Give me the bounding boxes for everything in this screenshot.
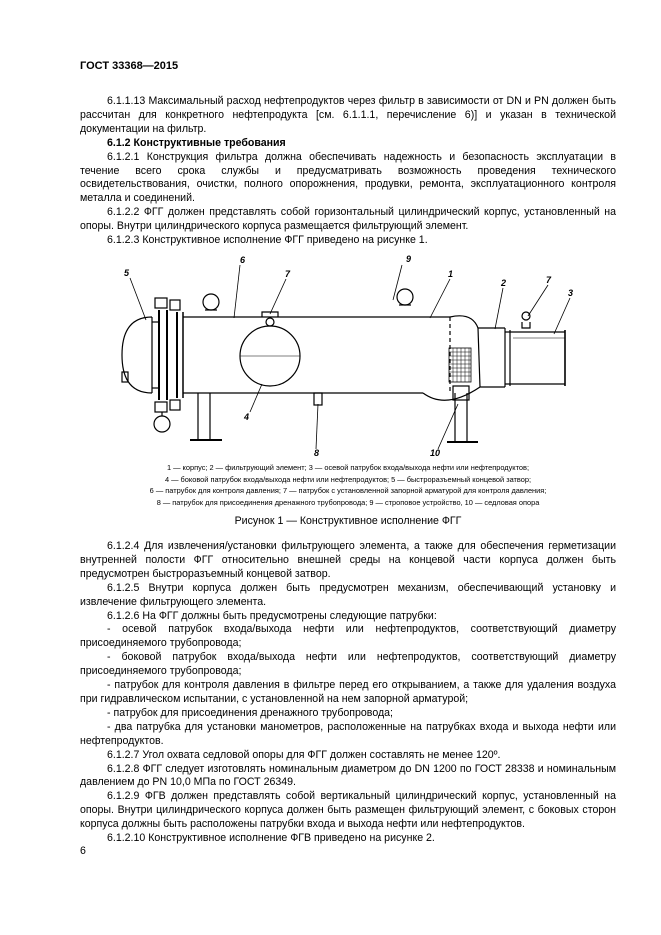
callout-5: 5 — [124, 268, 130, 278]
figure-legend — [80, 462, 616, 508]
figure-caption: Рисунок 1 — Конструктивное исполнение ФГГ — [234, 515, 462, 527]
legend-line: 8 — патрубок для присоединения дренажного трубопровода; 9 — строповое устройство, 10 — седловая опора — [156, 497, 540, 507]
callout-1: 1 — [448, 269, 454, 279]
paragraph: 6.1.2.10 Конструктивное исполнение ФГВ приведено на рисунке 2. — [107, 832, 435, 845]
document-header: ГОСТ 33368—2015 — [80, 60, 179, 72]
text-block-top — [80, 95, 616, 248]
legend-line: 4 — боковой патрубок входа/выхода нефти или нефтепродуктов; 5 — быстроразъемный концевой затвор; — [164, 474, 532, 484]
text-block-bottom — [80, 540, 616, 846]
legend-line: 1 — корпус; 2 — фильтрующий элемент; 3 — осевой патрубок входа/выхода нефти или нефтепродуктов; — [166, 463, 530, 472]
section-heading: 6.1.2 Конструктивные требования — [107, 136, 286, 149]
callout-6: 6 — [240, 255, 246, 265]
page-number: 6 — [80, 845, 86, 857]
callout-7-right: 7 — [546, 275, 552, 285]
paragraph: 6.1.2.7 Угол охвата седловой опоры для ФГГ должен составлять не менее 120º. — [107, 748, 501, 761]
figure-drawing — [110, 252, 580, 457]
paragraph: 6.1.2.5 Внутри корпуса должен быть предусмотрен механизм, обеспечивающий установку и извлечение фильтрующего элемента. — [80, 581, 616, 608]
callout-4: 4 — [244, 412, 250, 422]
callout-8: 8 — [314, 448, 320, 457]
paragraph: 6.1.2.4 Для извлечения/установки фильтрующего элемента, а также для обеспечения герметизации внутренней полости ФГГ относительно внешней среды на концевой части корпуса должен быть предусмотрен быстроразъемный концевой затвор. — [80, 540, 616, 580]
callout-10: 10 — [430, 448, 441, 457]
paragraph: 6.1.2.6 На ФГГ должны быть предусмотрены следующие патрубки: — [107, 609, 437, 622]
filter-drawing-svg — [110, 252, 580, 457]
paragraph: 6.1.2.9 ФГВ должен представлять собой вертикальный цилиндрический корпус, установленный на опоры. Внутри цилиндрического корпуса должен быть размещен фильтрующий элемент, с боковых сторон корпуса должны быть расположены патрубки входа и выхода нефти или нефтепродуктов. — [80, 790, 616, 831]
paragraph: 6.1.2.8 ФГГ следует изготовлять номинальным диаметром до DN 1200 по ГОСТ 28338 и номинальным давлением до PN 10,0 МПа по ГОСТ 26349. — [80, 762, 616, 789]
list-item: - осевой патрубок входа/выхода нефти или нефтепродуктов, соответствующий диаметру присоединяемого трубопровода; — [80, 623, 616, 650]
list-item: - патрубок для контроля давления в фильтре перед его открыванием, а также для удаления воздуха при гидравлическом испытании, с установленной на нем запорной арматурой; — [80, 679, 616, 705]
paragraph: 6.1.2.2 ФГГ должен представлять собой горизонтальный цилиндрический корпус, установленный на опоры. Внутри цилиндрического корпуса размещается фильтрующий элемент. — [80, 206, 616, 233]
paragraph: 6.1.2.1 Конструкция фильтра должна обеспечивать надежность и безопасность эксплуатации в течение всего срока службы и предусматривать возможность проведения технического освидетельствования, очистки, полного опорожнения, продувки, ремонта, эксплуатационного контроля металла и соединений. — [80, 150, 616, 205]
callout-9: 9 — [406, 254, 412, 264]
callout-3: 3 — [568, 288, 574, 298]
list-item: - патрубок для присоединения дренажного трубопровода; — [107, 706, 393, 719]
callout-7-left: 7 — [285, 269, 291, 279]
callout-2: 2 — [501, 278, 507, 288]
list-item: - боковой патрубок входа/выхода нефти или нефтепродуктов, соответствующий диаметру присоединяемого трубопровода; — [80, 651, 616, 678]
list-item: - два патрубка для установки манометров, расположенные на патрубках входа и выхода нефти или нефтепродуктов. — [80, 720, 616, 747]
paragraph: 6.1.1.13 Максимальный расход нефтепродуктов через фильтр в зависимости от DN и PN должен быть рассчитан для конкретного нефтепродукта [см. 6.1.1.1, перечисление 6)] и указан в технической документации на фильтр. — [80, 95, 616, 135]
paragraph: 6.1.2.3 Конструктивное исполнение ФГГ приведено на рисунке 1. — [107, 234, 428, 247]
legend-line: 6 — патрубок для контроля давления; 7 — патрубок с установленной запорной арматурой для контроля давления; — [149, 486, 547, 496]
